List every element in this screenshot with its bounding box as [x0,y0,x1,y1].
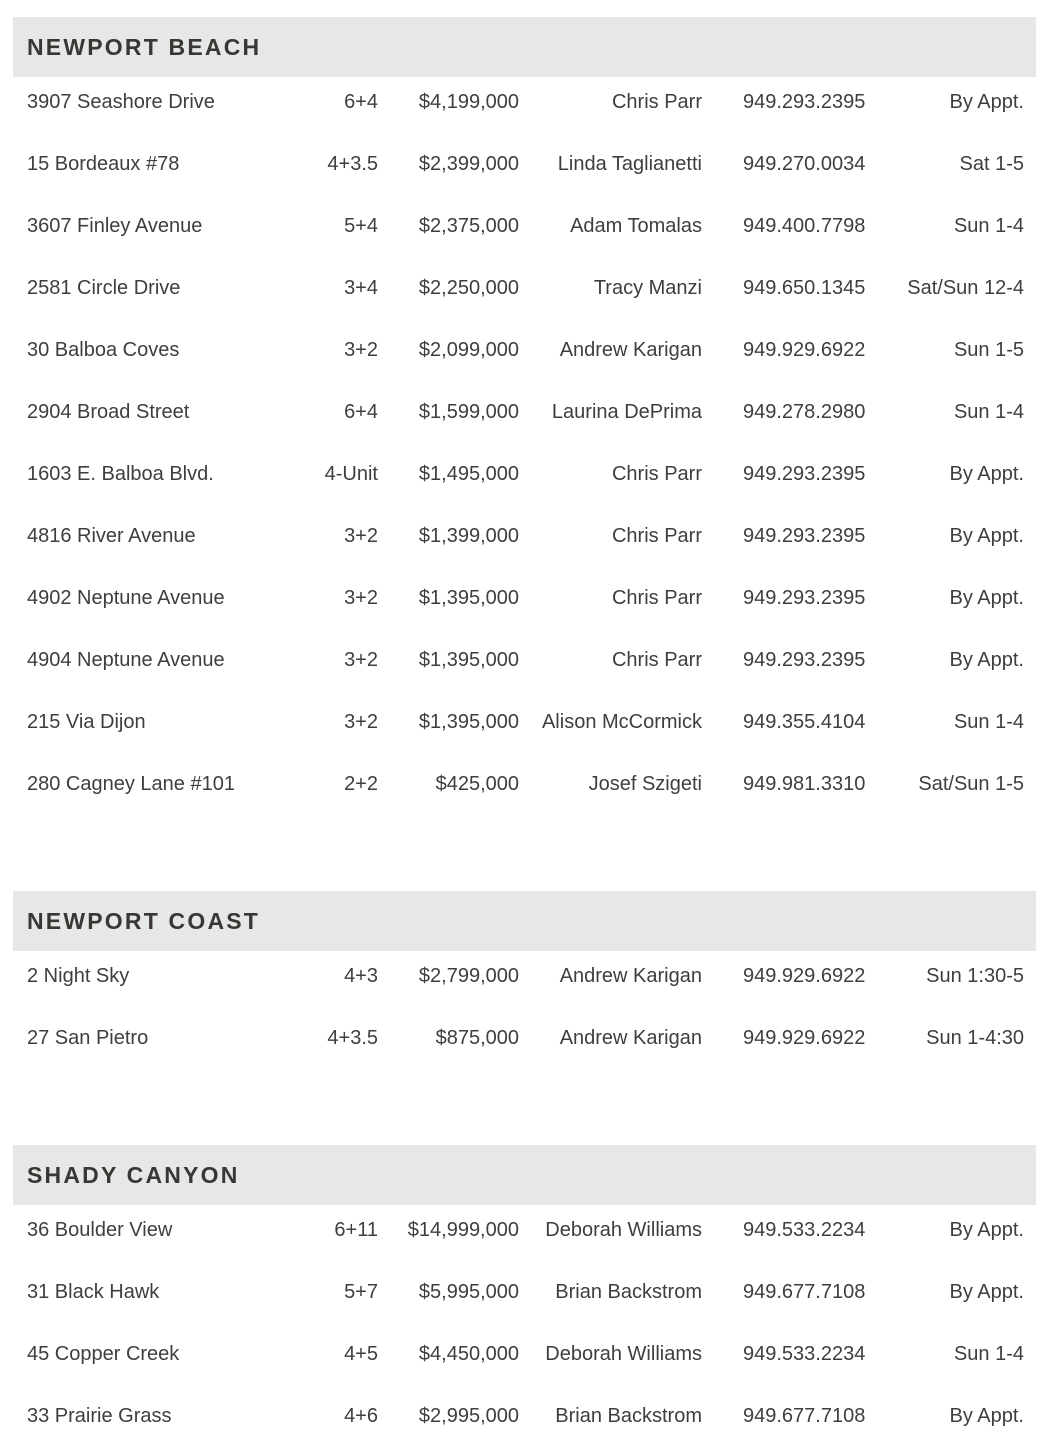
listing-phone: 949.355.4104 [743,712,866,732]
listing-address: 2581 Circle Drive [27,278,181,298]
listing-price: $1,395,000 [418,712,519,732]
open-house-directory-page [0,17,1045,1453]
listing-price: $1,399,000 [418,526,519,546]
listing-price: $2,099,000 [418,340,519,360]
listing-open-house: By Appt. [949,1406,1024,1426]
listing-open-house: Sun 1-4 [953,402,1024,422]
listing-rows [13,1199,1036,1447]
listing-phone: 949.533.2234 [743,1344,866,1364]
listing-phone: 949.293.2395 [743,464,866,484]
listing-address: 1603 E. Balboa Blvd. [27,464,214,484]
listing-address: 4902 Neptune Avenue [27,588,225,608]
listing-address: 3907 Seashore Drive [27,92,215,112]
listing-row [13,381,1024,443]
listing-agent: Chris Parr [611,588,702,608]
listing-phone: 949.270.0034 [743,154,866,174]
listing-open-house: By Appt. [949,588,1024,608]
section-title: SHADY CANYON [27,1161,240,1188]
listing-price: $875,000 [435,1028,519,1048]
listing-price: $1,395,000 [418,650,519,670]
listing-beds-baths: 3+2 [344,650,378,670]
listing-address: 280 Cagney Lane #101 [27,774,235,794]
listing-beds-baths: 2+2 [344,774,378,794]
listing-beds-baths: 3+2 [344,712,378,732]
section-header-bar [13,1145,1036,1205]
listing-beds-baths: 5+4 [344,216,378,236]
listing-agent: Alison McCormick [541,712,702,732]
listing-phone: 949.293.2395 [743,92,866,112]
listing-price: $4,199,000 [418,92,519,112]
listing-agent: Andrew Karigan [559,1028,702,1048]
listing-row [13,567,1024,629]
listing-address: 27 San Pietro [27,1028,149,1048]
listing-row [13,629,1024,691]
listing-open-house: Sun 1-4 [953,1344,1024,1364]
listing-address: 4816 River Avenue [27,526,196,546]
listing-open-house: Sun 1-4 [953,712,1024,732]
listing-beds-baths: 3+2 [344,526,378,546]
listing-section [13,891,1036,1075]
listing-price: $425,000 [435,774,519,794]
section-title: NEWPORT COAST [27,907,261,934]
listing-address: 45 Copper Creek [27,1344,180,1364]
listing-phone: 949.981.3310 [743,774,866,794]
listing-phone: 949.929.6922 [743,340,866,360]
listing-beds-baths: 6+4 [344,92,378,112]
listing-beds-baths: 4+3.5 [327,154,378,174]
listing-address: 15 Bordeaux #78 [27,154,180,174]
listing-row [13,1261,1024,1323]
listing-rows [13,945,1036,1069]
listing-row [13,257,1024,319]
listing-beds-baths: 4+5 [344,1344,378,1364]
listing-open-house: By Appt. [949,650,1024,670]
listing-open-house: By Appt. [949,92,1024,112]
listing-address: 33 Prairie Grass [27,1406,172,1426]
listing-agent: Andrew Karigan [559,340,702,360]
listing-section [13,1145,1036,1453]
listing-address: 3607 Finley Avenue [27,216,203,236]
listing-open-house: By Appt. [949,1282,1024,1302]
listing-open-house: By Appt. [949,526,1024,546]
listing-phone: 949.677.7108 [743,1406,866,1426]
listing-open-house: Sun 1-5 [953,340,1024,360]
listing-row [13,691,1024,753]
listing-beds-baths: 4-Unit [324,464,378,484]
listing-agent: Chris Parr [611,464,702,484]
listing-agent: Josef Szigeti [588,774,702,794]
listing-row [13,1007,1024,1069]
section-header-bar [13,17,1036,77]
listing-agent: Andrew Karigan [559,966,702,986]
listing-agent: Chris Parr [611,526,702,546]
listing-open-house: Sat/Sun 1-5 [918,774,1024,794]
listing-beds-baths: 6+4 [344,402,378,422]
listing-phone: 949.929.6922 [743,966,866,986]
listing-open-house: Sat/Sun 12-4 [907,278,1024,298]
section-header-bar [13,891,1036,951]
listing-address: 4904 Neptune Avenue [27,650,225,670]
listing-agent: Brian Backstrom [555,1406,702,1426]
listing-row [13,1199,1024,1261]
listing-agent: Brian Backstrom [555,1282,702,1302]
listing-agent: Deborah Williams [545,1220,702,1240]
listing-beds-baths: 3+2 [344,340,378,360]
listing-open-house: Sat 1-5 [959,154,1024,174]
listing-beds-baths: 5+7 [344,1282,378,1302]
listing-phone: 949.533.2234 [743,1220,866,1240]
listing-agent: Laurina DePrima [551,402,702,422]
listing-price: $2,375,000 [418,216,519,236]
listing-agent: Adam Tomalas [570,216,702,236]
listing-open-house: By Appt. [949,464,1024,484]
listing-row [13,71,1024,133]
listing-row [13,1385,1024,1447]
listing-address: 2904 Broad Street [27,402,190,422]
section-title: NEWPORT BEACH [27,33,262,60]
listing-row [13,443,1024,505]
listing-beds-baths: 6+11 [334,1220,378,1240]
listing-row [13,1323,1024,1385]
listing-price: $2,250,000 [418,278,519,298]
listing-price: $14,999,000 [407,1220,519,1240]
listing-phone: 949.293.2395 [743,650,866,670]
listing-row [13,505,1024,567]
listing-price: $1,599,000 [418,402,519,422]
listing-open-house: By Appt. [949,1220,1024,1240]
listing-beds-baths: 3+4 [344,278,378,298]
listing-beds-baths: 3+2 [344,588,378,608]
listing-price: $2,995,000 [418,1406,519,1426]
listing-open-house: Sun 1-4 [953,216,1024,236]
listing-price: $5,995,000 [418,1282,519,1302]
listing-row [13,133,1024,195]
listing-agent: Chris Parr [611,650,702,670]
listing-address: 2 Night Sky [27,966,130,986]
listing-address: 36 Boulder View [27,1220,173,1240]
listing-beds-baths: 4+3.5 [327,1028,378,1048]
listing-agent: Deborah Williams [545,1344,702,1364]
listing-phone: 949.293.2395 [743,588,866,608]
listing-sections-container [0,17,1045,1453]
listing-row [13,195,1024,257]
listing-address: 215 Via Dijon [27,712,146,732]
listing-agent: Linda Taglianetti [557,154,702,174]
listing-phone: 949.650.1345 [743,278,866,298]
listing-phone: 949.400.7798 [743,216,866,236]
listing-price: $2,399,000 [418,154,519,174]
listing-row [13,319,1024,381]
listing-row [13,945,1024,1007]
listing-price: $1,395,000 [418,588,519,608]
listing-section [13,17,1036,821]
listing-agent: Chris Parr [611,92,702,112]
listing-price: $1,495,000 [418,464,519,484]
listing-address: 30 Balboa Coves [27,340,180,360]
listing-phone: 949.278.2980 [743,402,866,422]
listing-agent: Tracy Manzi [593,278,702,298]
listing-row [13,753,1024,815]
listing-price: $2,799,000 [418,966,519,986]
listing-rows [13,71,1036,815]
listing-open-house: Sun 1:30-5 [926,966,1024,986]
listing-phone: 949.677.7108 [743,1282,866,1302]
listing-beds-baths: 4+3 [344,966,378,986]
listing-beds-baths: 4+6 [344,1406,378,1426]
listing-open-house: Sun 1-4:30 [926,1028,1024,1048]
listing-phone: 949.929.6922 [743,1028,866,1048]
listing-address: 31 Black Hawk [27,1282,160,1302]
listing-phone: 949.293.2395 [743,526,866,546]
listing-price: $4,450,000 [418,1344,519,1364]
